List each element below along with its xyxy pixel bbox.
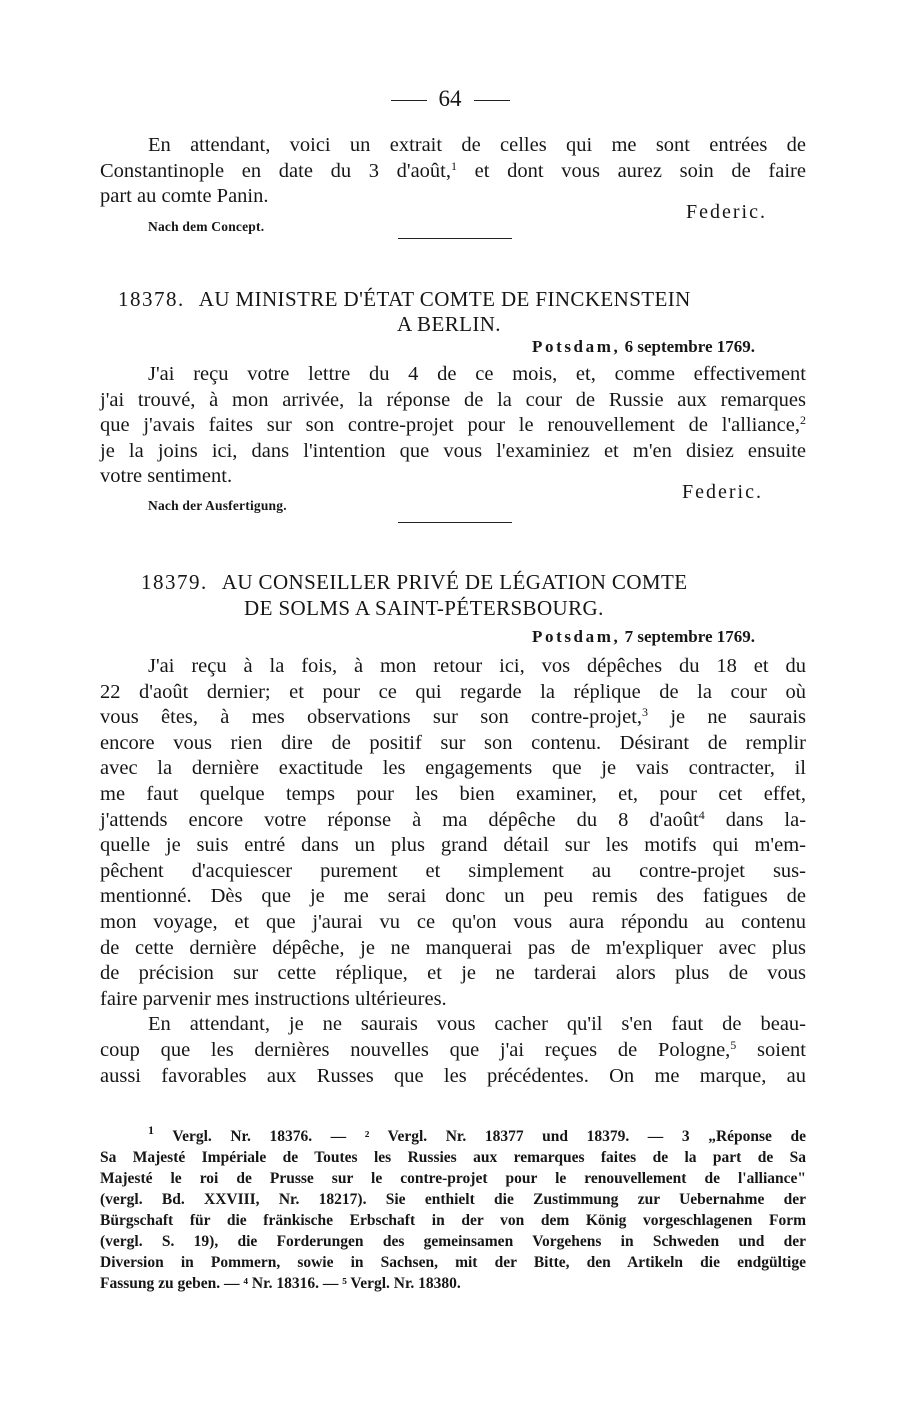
section-divider	[398, 522, 512, 523]
text-line: encore vous rien dire de positif sur son contenu. Désirant de remplir	[100, 731, 806, 754]
text-line: Constantinople en date du 3 d'août,$^1$ et dont vous aurez soin de faire	[100, 158, 806, 182]
page-number-dash-left	[391, 100, 427, 101]
text-line: de cette dernière dépêche, je ne manquerai pas de m'expliquer avec plus	[100, 936, 806, 959]
footnote-line: Bürgschaft für die fränkische Erbschaft in der von dem König vorgeschlagenen Form	[100, 1212, 806, 1229]
text-line: pêchent d'acquiescer purement et simplement au contre-projet sus-	[100, 859, 806, 882]
dateline	[532, 337, 755, 357]
footnote-line: Majesté le roi de Prusse sur le contre-projet pour le renouvellement de l'alliance"	[100, 1170, 806, 1187]
source-note: Nach der Ausfertigung.	[148, 498, 287, 513]
signature: Federic.	[686, 201, 767, 223]
text-line: que j'avais faites sur son contre-projet pour le renouvellement de l'alliance,$^2$	[100, 413, 806, 437]
footnote-line: (vergl. S. 19), die Forderungen des gemeinsamen Vorgehens in Schweden und der	[100, 1233, 806, 1250]
text-line: En attendant, voici un extrait de celles qui me sont entrées de	[148, 134, 806, 156]
letter-heading	[141, 570, 687, 595]
footnote-line: Sa Majesté Impériale de Toutes les Russies aux remarques faites de la part de Sa	[100, 1149, 806, 1166]
text-line: 22 d'août dernier; et pour ce qui regarde la réplique de la cour où	[100, 680, 806, 703]
signature: Federic.	[682, 481, 763, 503]
text-line: J'ai reçu à la fois, à mon retour ici, vos dépêches du 18 et du	[148, 655, 806, 677]
page-number-dash-right	[474, 100, 510, 101]
source-note: Nach dem Concept.	[148, 219, 265, 234]
footnotes	[100, 1123, 806, 1294]
text-line: coup que les dernières nouvelles que j'ai reçues de Pologne,$^5$ soient	[100, 1037, 806, 1061]
dateline-date: 6 septembre 1769.	[624, 337, 756, 356]
letter-heading	[118, 287, 691, 312]
footnote-ref: 5	[730, 1037, 737, 1052]
page-number-text: 64	[438, 86, 462, 111]
letter-title-line1: AU CONSEILLER PRIVÉ DE LÉGATION COMTE	[221, 570, 688, 594]
text-line: mon voyage, et que j'aurai vu ce qu'on vous aura répondu au contenu	[100, 910, 806, 933]
page-number	[0, 86, 900, 112]
footnote-line: (vergl. Bd. XXVIII, Nr. 18217). Sie enthielt die Zustimmung zur Uebernahme der	[100, 1191, 806, 1208]
footnote-ref: 3	[642, 705, 649, 720]
text-line: j'ai trouvé, à mon arrivée, la réponse de la cour de Russie aux remarques	[100, 388, 806, 411]
text-line: mentionné. Dès que je me serai donc un peu remis des fatigues de	[100, 885, 806, 908]
text-line: part au comte Panin.	[100, 185, 269, 208]
intro-paragraph	[100, 133, 806, 210]
text-line: vous êtes, à mes observations sur son contre-projet,$^3$ je ne saurais	[100, 705, 806, 729]
footnote-ref: 4	[698, 807, 705, 822]
letter-title-line2: DE SOLMS A SAINT-PÉTERSBOURG.	[244, 596, 604, 620]
footnote-ref: 2	[800, 413, 806, 428]
letter-paragraph	[100, 362, 806, 490]
text-line: quelle je suis entré dans un plus grand détail sur les motifs qui m'em-	[100, 834, 806, 857]
dateline	[532, 627, 755, 647]
letter-title-line2: A BERLIN.	[397, 312, 501, 336]
footnote-ref: 1	[451, 158, 457, 173]
text-line: J'ai reçu votre lettre du 4 de ce mois, et, comme effectivement	[148, 363, 806, 385]
text-line: de précision sur cette réplique, et je ne tarderai alors plus de vous	[100, 962, 806, 985]
letter-number: 18379.	[141, 570, 208, 594]
text-line: me faut quelque temps pour les bien examiner, et, pour cet effet,	[100, 782, 806, 805]
footnote-line: Diversion in Pommern, sowie in Sachsen, mit der Bitte, den Artikeln die endgültige	[100, 1254, 806, 1271]
text-line: je la joins ici, dans l'intention que vous l'examiniez et m'en disiez ensuite	[100, 439, 806, 462]
text-line: faire parvenir mes instructions ultérieures.	[100, 987, 447, 1010]
letter-title-line1: AU MINISTRE D'ÉTAT COMTE DE FINCKENSTEIN	[198, 287, 691, 311]
letter-paragraph	[100, 654, 806, 1089]
footnote-marker: 1	[148, 1123, 154, 1137]
text-line: j'attends encore votre réponse à ma dépêche du 8 d'août$^4$ dans la-	[100, 807, 807, 831]
text-line: avec la dernière exactitude les engagements que je vais contracter, il	[100, 757, 806, 780]
text-line: En attendant, je ne saurais vous cacher qu'il s'en faut de beau-	[148, 1013, 806, 1036]
footnote-line: $^1$ Vergl. Nr. 18376. — ² Vergl. Nr. 18377 und 18379. — 3 „Réponse de	[148, 1123, 806, 1145]
letter-number: 18378.	[118, 287, 185, 311]
footnote-line: Fassung zu geben. — ⁴ Nr. 18316. — ⁵ Vergl. Nr. 18380.	[100, 1275, 461, 1292]
section-divider	[398, 238, 512, 239]
text-line: votre sentiment.	[100, 465, 233, 488]
text-line: aussi favorables aux Russes que les précédentes. On me marque, au	[100, 1064, 806, 1087]
dateline-place: Potsdam,	[532, 627, 621, 646]
dateline-place: Potsdam,	[532, 337, 621, 356]
dateline-date: 7 septembre 1769.	[624, 627, 756, 646]
